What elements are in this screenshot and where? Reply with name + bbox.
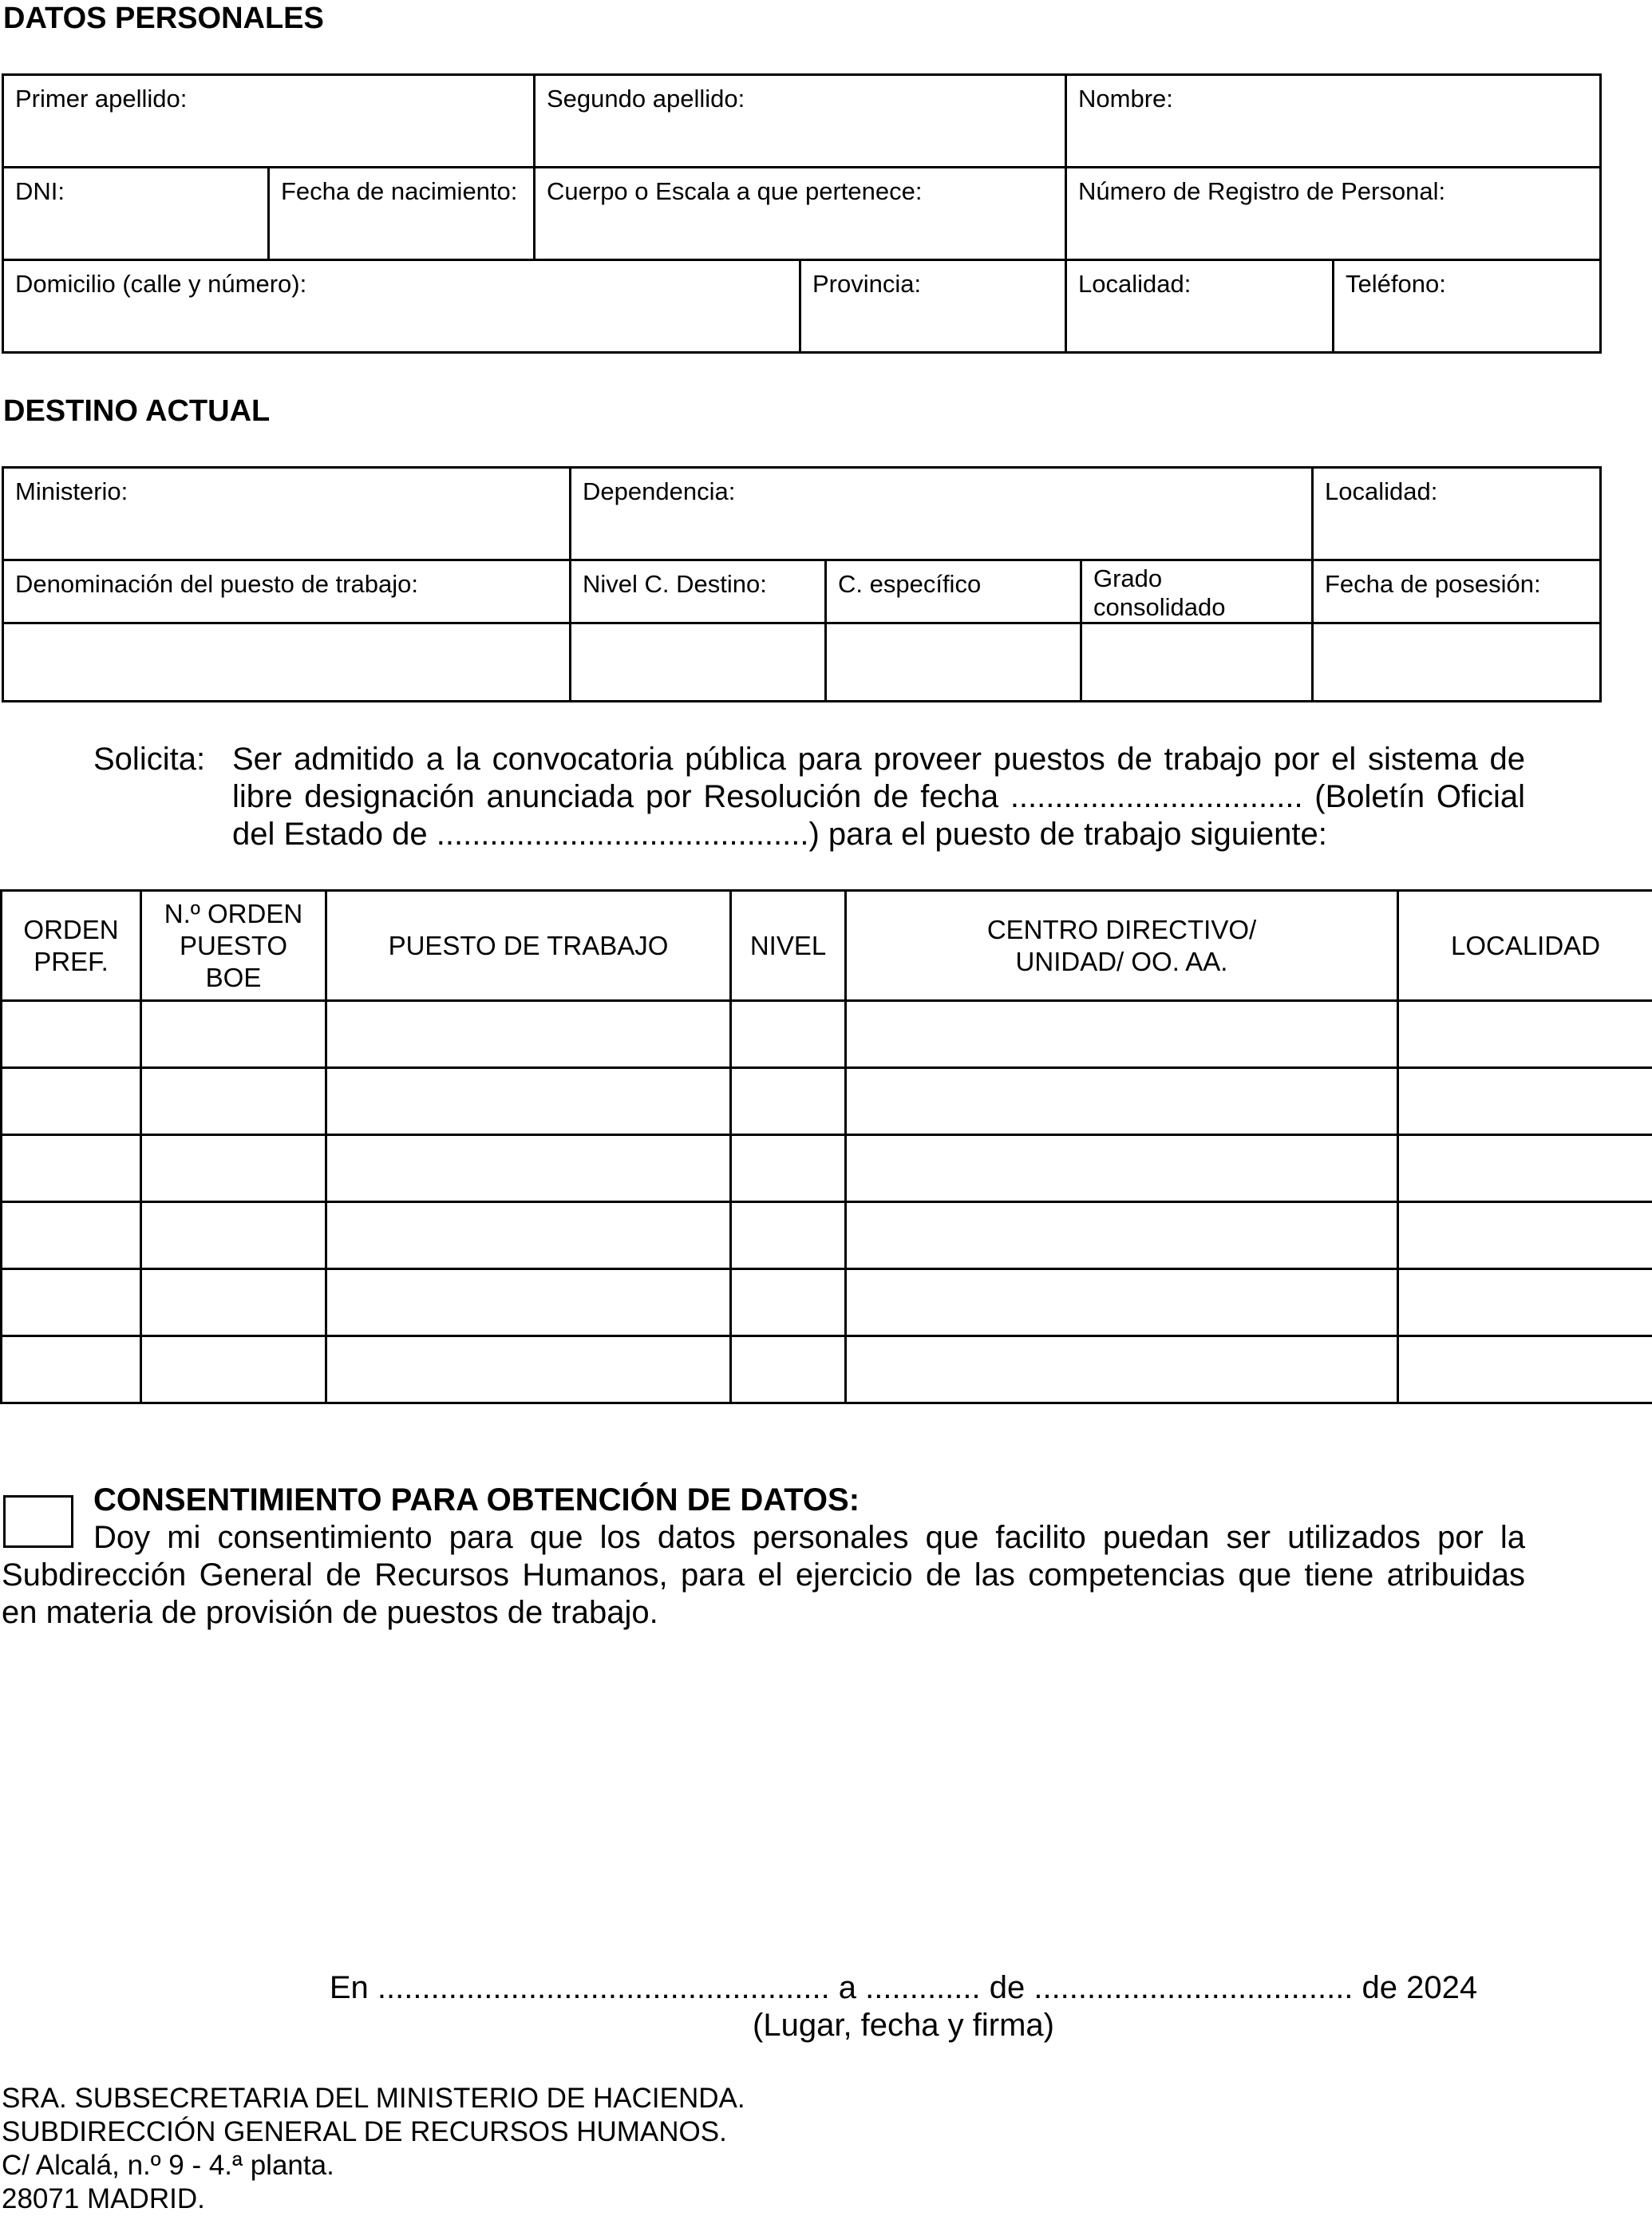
table-cell[interactable] (2, 1135, 141, 1202)
fecha-nacimiento-field[interactable] (269, 168, 535, 260)
table-row (2, 1269, 1652, 1336)
table-row (2, 1001, 1652, 1068)
table-cell[interactable] (1398, 1269, 1652, 1336)
address-line-2: SUBDIRECCIÓN GENERAL DE RECURSOS HUMANOS. (2, 2116, 727, 2147)
table-cell[interactable] (141, 1135, 326, 1202)
table-cell[interactable] (326, 1202, 731, 1269)
segundo-apellido-field[interactable] (535, 75, 1066, 168)
nombre-field[interactable] (1066, 75, 1601, 168)
table-cell[interactable] (846, 1001, 1398, 1068)
table-cell[interactable] (731, 1269, 846, 1336)
table-cell[interactable] (326, 1068, 731, 1135)
table-cell[interactable] (326, 1336, 731, 1403)
table-cell[interactable] (141, 1202, 326, 1269)
table-cell[interactable] (731, 1336, 846, 1403)
nivel-destino-label: Nivel C. Destino: (583, 570, 767, 598)
table-row (2, 1135, 1652, 1202)
consent-line-1: Doy mi consentimiento para que los datos personales que facilito puedan ser utilizados por la (93, 1520, 1525, 1555)
solicita-line-3: del Estado de ..........................................) para el puesto de trabajo siguiente: (232, 817, 1327, 852)
grado-label-cell (1081, 560, 1313, 623)
header-puesto-trabajo: PUESTO DE TRABAJO (326, 891, 731, 1001)
denominacion-label-cell (3, 560, 571, 623)
table-cell[interactable] (2, 1336, 141, 1403)
table-cell[interactable] (846, 1269, 1398, 1336)
jobs-table (0, 889, 1652, 1404)
table-row (2, 1068, 1652, 1135)
telefono-field[interactable] (1334, 260, 1601, 353)
table-row (2, 1336, 1652, 1403)
ministerio-field[interactable] (3, 468, 571, 560)
posesion-value-cell[interactable] (1313, 623, 1601, 702)
destino-localidad-field[interactable] (1313, 468, 1601, 560)
domicilio-field[interactable] (3, 260, 800, 353)
table-cell[interactable] (846, 1202, 1398, 1269)
especifico-label: C. específico (838, 570, 982, 598)
especifico-label-cell (826, 560, 1081, 623)
address-line-3: C/ Alcalá, n.º 9 - 4.ª planta. (2, 2150, 334, 2181)
table-cell[interactable] (141, 1001, 326, 1068)
cuerpo-escala-field[interactable] (535, 168, 1066, 260)
table-cell[interactable] (731, 1202, 846, 1269)
personal-data-table (2, 73, 1602, 354)
table-cell[interactable] (2, 1202, 141, 1269)
grado-value-cell[interactable] (1081, 623, 1313, 702)
table-cell[interactable] (2, 1001, 141, 1068)
table-cell[interactable] (326, 1135, 731, 1202)
destino-localidad-label: Localidad: (1325, 477, 1438, 505)
dependencia-label: Dependencia: (583, 477, 736, 505)
header-nivel: NIVEL (731, 891, 846, 1001)
destino-table (2, 466, 1602, 702)
consent-line-3: en materia de provisión de puestos de trabajo. (2, 1595, 658, 1630)
table-cell[interactable] (846, 1068, 1398, 1135)
table-cell[interactable] (326, 1001, 731, 1068)
consent-title: CONSENTIMIENTO PARA OBTENCIÓN DE DATOS: (93, 1482, 860, 1518)
table-cell[interactable] (1398, 1001, 1652, 1068)
ministerio-label: Ministerio: (15, 477, 128, 505)
provincia-field[interactable] (800, 260, 1066, 353)
address-line-1: SRA. SUBSECRETARIA DEL MINISTERIO DE HACIENDA. (2, 2083, 745, 2114)
telefono-label: Teléfono: (1346, 270, 1446, 298)
address-line-4: 28071 MADRID. (2, 2183, 205, 2214)
header-centro-directivo: CENTRO DIRECTIVO/ UNIDAD/ OO. AA. (846, 891, 1398, 1001)
denominacion-value-cell[interactable] (3, 623, 571, 702)
domicilio-label: Domicilio (calle y número): (15, 270, 307, 298)
table-cell[interactable] (846, 1135, 1398, 1202)
signature-line: En ................................................... a ............. de .................................... de 2024 (329, 1970, 1478, 2005)
solicita-line-2: libre designación anunciada por Resolución de fecha ................................. (Boletín Oficial (232, 779, 1525, 814)
consent-checkbox[interactable] (3, 1495, 73, 1548)
solicita-label: Solicita: (93, 742, 206, 777)
provincia-label: Provincia: (812, 270, 922, 298)
nivel-value-cell[interactable] (571, 623, 826, 702)
cuerpo-escala-label: Cuerpo o Escala a que pertenece: (547, 177, 923, 205)
table-cell[interactable] (1398, 1068, 1652, 1135)
table-cell[interactable] (141, 1068, 326, 1135)
solicita-line-1: Ser admitido a la convocatoria pública para proveer puestos de trabajo por el sistema de (232, 742, 1525, 777)
posesion-label-cell (1313, 560, 1601, 623)
table-cell[interactable] (1398, 1135, 1652, 1202)
table-cell[interactable] (2, 1269, 141, 1336)
registro-personal-label: Número de Registro de Personal: (1078, 177, 1446, 205)
table-cell[interactable] (846, 1336, 1398, 1403)
nombre-label: Nombre: (1078, 85, 1173, 113)
header-orden-pref: ORDEN PREF. (2, 891, 141, 1001)
registro-personal-field[interactable] (1066, 168, 1601, 260)
header-numero-orden: N.º ORDEN PUESTO BOE (141, 891, 326, 1001)
posesion-label: Fecha de posesión: (1325, 570, 1541, 598)
table-cell[interactable] (141, 1269, 326, 1336)
primer-apellido-label: Primer apellido: (15, 85, 188, 113)
table-cell[interactable] (731, 1135, 846, 1202)
personal-heading: DATOS PERSONALES (3, 2, 324, 35)
localidad-field[interactable] (1066, 260, 1334, 353)
signature-caption: (Lugar, fecha y firma) (753, 2008, 1054, 2043)
table-cell[interactable] (326, 1269, 731, 1336)
header-localidad: LOCALIDAD (1398, 891, 1652, 1001)
denominacion-label: Denominación del puesto de trabajo: (15, 570, 418, 598)
dni-field[interactable] (3, 168, 269, 260)
dependencia-field[interactable] (571, 468, 1313, 560)
grado-label: Grado consolidado (1093, 564, 1226, 621)
table-cell[interactable] (731, 1068, 846, 1135)
table-cell[interactable] (1398, 1202, 1652, 1269)
consent-line-2: Subdirección General de Recursos Humanos, para el ejercicio de las competencias que tiene atribuidas (2, 1557, 1525, 1593)
especifico-value-cell[interactable] (826, 623, 1081, 702)
segundo-apellido-label: Segundo apellido: (547, 85, 745, 113)
nivel-label-cell (571, 560, 826, 623)
primer-apellido-field[interactable] (3, 75, 535, 168)
table-row (2, 1202, 1652, 1269)
destino-heading: DESTINO ACTUAL (3, 394, 271, 428)
table-cell[interactable] (731, 1001, 846, 1068)
table-cell[interactable] (2, 1068, 141, 1135)
localidad-label: Localidad: (1078, 270, 1192, 298)
dni-label: DNI: (15, 177, 65, 205)
table-cell[interactable] (1398, 1336, 1652, 1403)
fecha-nacimiento-label: Fecha de nacimiento: (281, 177, 518, 205)
table-cell[interactable] (141, 1336, 326, 1403)
